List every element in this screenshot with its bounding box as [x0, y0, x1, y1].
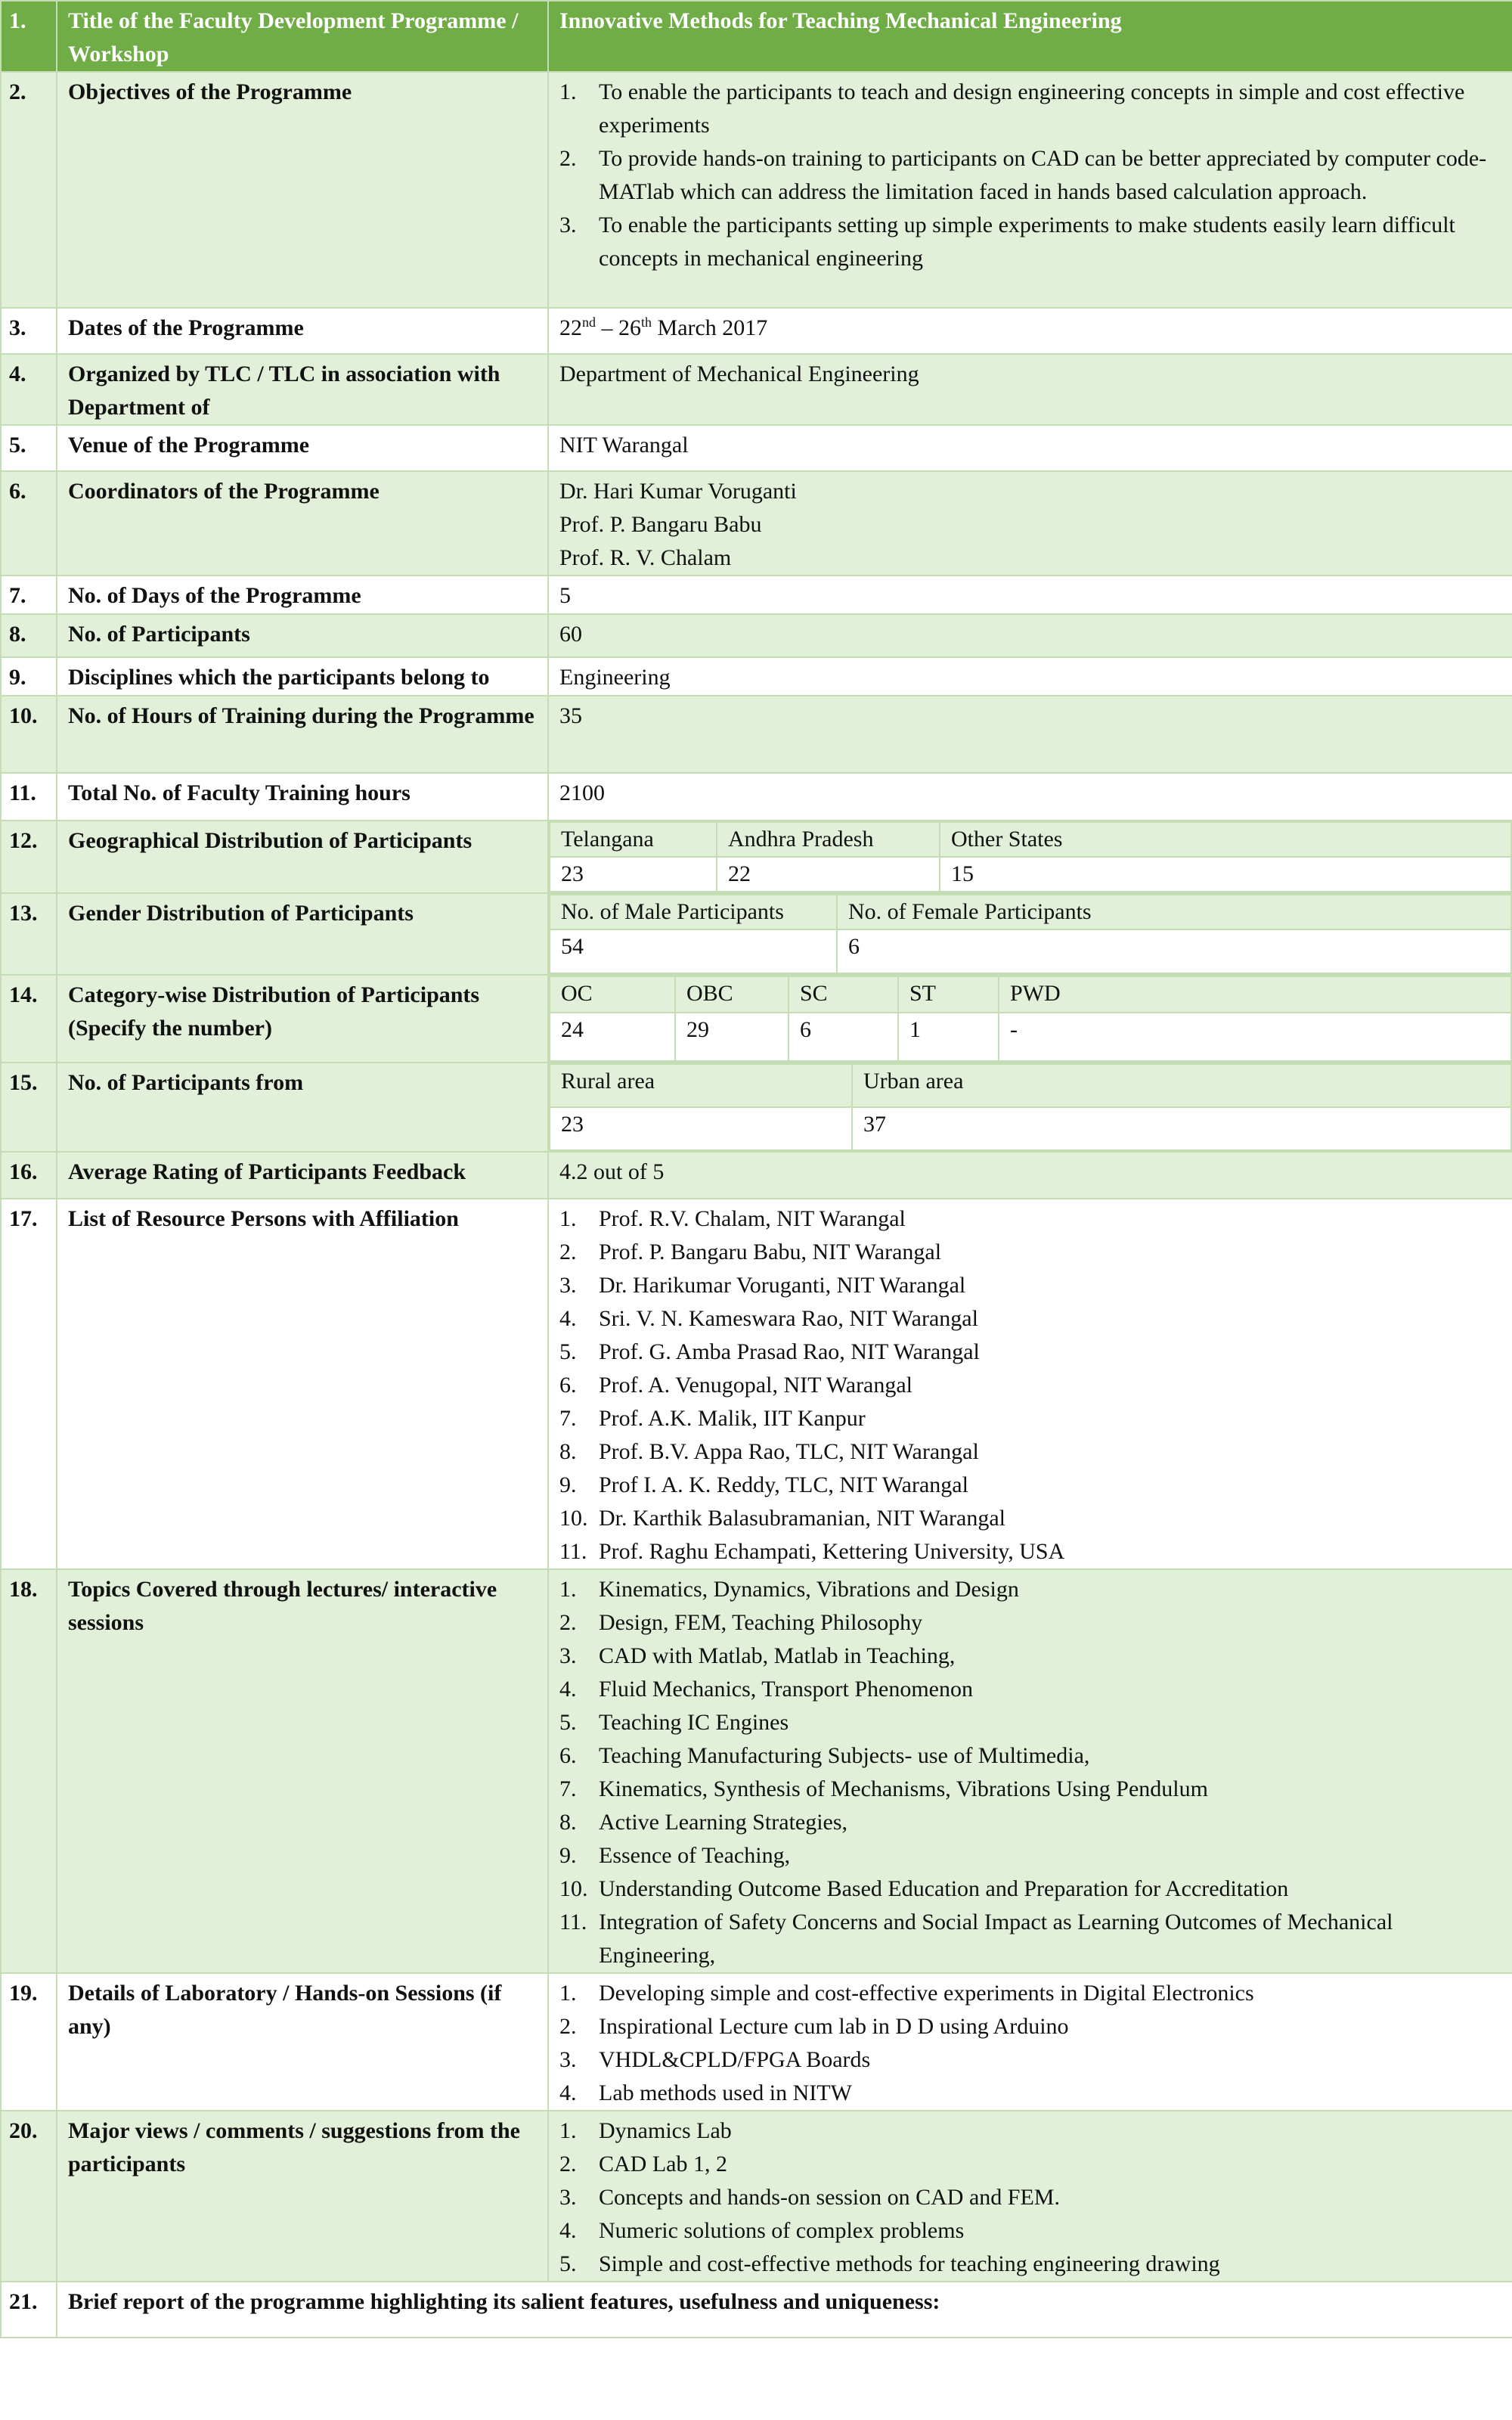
row-label: No. of Hours of Training during the Programme — [57, 696, 548, 773]
row-disciplines — [1, 657, 1512, 696]
list-text: Numeric solutions of complex problems — [599, 2218, 965, 2243]
list-number: 1. — [559, 1981, 577, 2006]
lab-sessions-list — [559, 1977, 1503, 2110]
start-day: 22 — [559, 315, 582, 340]
total-hours-value: 2100 — [548, 773, 1512, 821]
row-number: 10. — [1, 696, 57, 773]
row-label: Category-wise Distribution of Participants (Specify the number) — [57, 975, 548, 1063]
row-number: 20. — [1, 2111, 57, 2282]
row-title — [1, 1, 1512, 72]
list-text: Dynamics Lab — [599, 2118, 732, 2143]
list-item — [559, 1606, 1503, 1640]
row-objectives — [1, 72, 1512, 308]
list-number: 3. — [559, 2047, 577, 2072]
coordinator: Prof. R. V. Chalam — [559, 545, 732, 570]
sub-value: 37 — [852, 1107, 1511, 1150]
row-label: Average Rating of Participants Feedback — [57, 1152, 548, 1199]
list-text: Prof. B.V. Appa Rao, TLC, NIT Warangal — [599, 1439, 979, 1464]
row-label: List of Resource Persons with Affiliation — [57, 1199, 548, 1569]
list-text: Lab methods used in NITW — [599, 2080, 852, 2105]
list-text: Teaching Manufacturing Subjects- use of Multimedia, — [599, 1743, 1090, 1768]
list-item — [559, 1977, 1503, 2010]
programme-dates — [548, 308, 1512, 354]
list-text: Dr. Harikumar Voruganti, NIT Warangal — [599, 1273, 966, 1298]
row-label: Coordinators of the Programme — [57, 471, 548, 576]
row-dates — [1, 308, 1512, 354]
row-number: 8. — [1, 614, 57, 657]
list-number: 9. — [559, 1472, 577, 1497]
row-number: 9. — [1, 657, 57, 696]
row-hours — [1, 696, 1512, 773]
row-number: 3. — [1, 308, 57, 354]
row-label: Title of the Faculty Development Programme / Workshop — [57, 1, 548, 72]
row-label: No. of Participants from — [57, 1063, 548, 1152]
list-item — [559, 1739, 1503, 1773]
list-number: 2. — [559, 1610, 577, 1635]
list-number: 2. — [559, 2152, 577, 2176]
sub-header: Andhra Pradesh — [717, 822, 940, 857]
row-organizer — [1, 354, 1512, 425]
list-item — [559, 142, 1503, 209]
geographical-table — [549, 821, 1512, 892]
list-item — [559, 2043, 1503, 2077]
sub-header: Telangana — [550, 822, 717, 857]
list-text: Active Learning Strategies, — [599, 1810, 848, 1835]
programme-title: Innovative Methods for Teaching Mechanical Engineering — [548, 1, 1512, 72]
list-item — [559, 1402, 1503, 1435]
list-number: 5. — [559, 1710, 577, 1735]
row-label: Details of Laboratory / Hands-on Sessions (if any) — [57, 1973, 548, 2111]
sub-value: 15 — [940, 857, 1511, 892]
row-label: Organized by TLC / TLC in association with Department of — [57, 354, 548, 425]
list-number: 3. — [559, 1643, 577, 1668]
month-year: March 2017 — [652, 315, 768, 340]
list-item — [559, 209, 1503, 275]
list-text: Prof. A. Venugopal, NIT Warangal — [599, 1373, 913, 1398]
organizer-value: Department of Mechanical Engineering — [548, 354, 1512, 425]
list-text: CAD with Matlab, Matlab in Teaching, — [599, 1643, 956, 1668]
list-number: 1. — [559, 79, 577, 104]
list-text: Kinematics, Dynamics, Vibrations and Design — [599, 1577, 1019, 1602]
participant-views-list — [559, 2114, 1503, 2281]
sub-value: 29 — [675, 1013, 789, 1061]
list-text: Prof. Raghu Echampati, Kettering University, USA — [599, 1539, 1065, 1564]
row-participant-views — [1, 2111, 1512, 2282]
resource-persons-list — [559, 1202, 1503, 1568]
list-number: 5. — [559, 2251, 577, 2276]
row-label: Venue of the Programme — [57, 425, 548, 471]
list-text: Prof I. A. K. Reddy, TLC, NIT Warangal — [599, 1472, 968, 1497]
list-text: Integration of Safety Concerns and Social Impact as Learning Outcomes of Mechanical Engineering, — [599, 1910, 1393, 1968]
row-number: 14. — [1, 975, 57, 1063]
sub-header: No. of Male Participants — [550, 895, 837, 929]
list-text: To enable the participants setting up simple experiments to make students easily learn difficult concepts in mechanical engineering — [599, 213, 1455, 271]
list-item — [559, 76, 1503, 142]
sub-value: - — [999, 1013, 1511, 1061]
list-text: To enable the participants to teach and design engineering concepts in simple and cost effective experiments — [599, 79, 1465, 138]
list-number: 2. — [559, 2014, 577, 2039]
row-number: 15. — [1, 1063, 57, 1152]
row-label: Disciplines which the participants belong to — [57, 657, 548, 696]
row-lab-sessions — [1, 1973, 1512, 2111]
list-text: VHDL&CPLD/FPGA Boards — [599, 2047, 871, 2072]
list-text: CAD Lab 1, 2 — [599, 2152, 727, 2176]
list-number: 1. — [559, 1577, 577, 1602]
category-table — [549, 976, 1512, 1062]
list-item — [559, 1706, 1503, 1739]
area-table — [549, 1063, 1512, 1151]
list-number: 4. — [559, 1306, 577, 1331]
list-number: 7. — [559, 1776, 577, 1801]
sub-header: SC — [789, 976, 898, 1013]
venue-value: NIT Warangal — [548, 425, 1512, 471]
row-area — [1, 1063, 1512, 1152]
sub-value: 6 — [789, 1013, 898, 1061]
objectives-list — [559, 76, 1503, 275]
row-number: 5. — [1, 425, 57, 471]
row-category — [1, 975, 1512, 1063]
sub-header: Other States — [940, 822, 1511, 857]
row-number: 12. — [1, 821, 57, 893]
list-text: Prof. A.K. Malik, IIT Kanpur — [599, 1406, 866, 1431]
sub-value: 23 — [550, 1107, 852, 1150]
row-resource-persons — [1, 1199, 1512, 1569]
list-text: Understanding Outcome Based Education and Preparation for Accreditation — [599, 1876, 1289, 1901]
sub-value: 22 — [717, 857, 940, 892]
list-text: Essence of Teaching, — [599, 1843, 791, 1868]
coordinator: Dr. Hari Kumar Voruganti — [559, 479, 797, 504]
list-item — [559, 2214, 1503, 2248]
list-item — [559, 1369, 1503, 1402]
list-number: 2. — [559, 146, 577, 171]
sub-header: ST — [898, 976, 999, 1013]
row-coordinators — [1, 471, 1512, 576]
hours-value: 35 — [548, 696, 1512, 773]
list-item — [559, 1469, 1503, 1502]
list-number: 3. — [559, 2185, 577, 2210]
list-text: Teaching IC Engines — [599, 1710, 789, 1735]
row-number: 6. — [1, 471, 57, 576]
list-number: 7. — [559, 1406, 577, 1431]
list-number: 2. — [559, 1239, 577, 1264]
list-text: Prof. G. Amba Prasad Rao, NIT Warangal — [599, 1339, 980, 1364]
list-item — [559, 1640, 1503, 1673]
row-geographical — [1, 821, 1512, 893]
list-text: Developing simple and cost-effective experiments in Digital Electronics — [599, 1981, 1254, 2006]
row-number: 2. — [1, 72, 57, 308]
row-number: 7. — [1, 576, 57, 614]
list-text: Simple and cost-effective methods for teaching engineering drawing — [599, 2251, 1220, 2276]
date-dash: – — [596, 315, 618, 340]
row-rating — [1, 1152, 1512, 1199]
list-item — [559, 1302, 1503, 1336]
list-item — [559, 1806, 1503, 1839]
row-number: 21. — [1, 2282, 57, 2338]
row-venue — [1, 425, 1512, 471]
list-number: 11. — [559, 1910, 587, 1934]
row-number: 4. — [1, 354, 57, 425]
list-number: 8. — [559, 1439, 577, 1464]
list-item — [559, 1535, 1503, 1568]
list-item — [559, 1502, 1503, 1535]
row-label: Gender Distribution of Participants — [57, 893, 548, 975]
list-number: 11. — [559, 1539, 587, 1564]
list-item — [559, 2181, 1503, 2214]
list-number: 5. — [559, 1339, 577, 1364]
sub-value: 1 — [898, 1013, 999, 1061]
participants-value: 60 — [548, 614, 1512, 657]
list-item — [559, 1269, 1503, 1302]
row-number: 11. — [1, 773, 57, 821]
end-suffix: th — [641, 315, 652, 330]
sub-header: OC — [550, 976, 675, 1013]
list-text: Fluid Mechanics, Transport Phenomenon — [599, 1677, 973, 1702]
list-number: 1. — [559, 1206, 577, 1231]
sub-header: Rural area — [550, 1064, 852, 1107]
days-value: 5 — [548, 576, 1512, 614]
list-number: 9. — [559, 1843, 577, 1868]
sub-header: OBC — [675, 976, 789, 1013]
coordinator: Prof. P. Bangaru Babu — [559, 512, 762, 537]
list-item — [559, 1673, 1503, 1706]
list-text: Design, FEM, Teaching Philosophy — [599, 1610, 923, 1635]
row-number: 1. — [1, 1, 57, 72]
sub-value: 54 — [550, 929, 837, 973]
row-number: 13. — [1, 893, 57, 975]
list-number: 6. — [559, 1743, 577, 1768]
list-number: 4. — [559, 2218, 577, 2243]
topics-list — [559, 1573, 1503, 1972]
sub-value: 23 — [550, 857, 717, 892]
row-number: 19. — [1, 1973, 57, 2111]
row-label: Major views / comments / suggestions from the participants — [57, 2111, 548, 2282]
row-label: Dates of the Programme — [57, 308, 548, 354]
row-participants — [1, 614, 1512, 657]
list-number: 10. — [559, 1506, 588, 1531]
list-text: Kinematics, Synthesis of Mechanisms, Vibrations Using Pendulum — [599, 1776, 1208, 1801]
list-text: Dr. Karthik Balasubramanian, NIT Warangal — [599, 1506, 1005, 1531]
row-label: Brief report of the programme highlighting its salient features, usefulness and uniqueness: — [57, 2282, 1512, 2338]
list-text: Prof. R.V. Chalam, NIT Warangal — [599, 1206, 906, 1231]
list-number: 10. — [559, 1876, 588, 1901]
list-number: 1. — [559, 2118, 577, 2143]
list-item — [559, 1573, 1503, 1606]
list-item — [559, 2148, 1503, 2181]
sub-header: No. of Female Participants — [837, 895, 1511, 929]
sub-value: 6 — [837, 929, 1511, 973]
list-text: Inspirational Lecture cum lab in D D using Arduino — [599, 2014, 1069, 2039]
row-label: Total No. of Faculty Training hours — [57, 773, 548, 821]
list-text: Prof. P. Bangaru Babu, NIT Warangal — [599, 1239, 942, 1264]
disciplines-value: Engineering — [548, 657, 1512, 696]
list-number: 8. — [559, 1810, 577, 1835]
list-item — [559, 1236, 1503, 1269]
list-item — [559, 1839, 1503, 1872]
list-number: 3. — [559, 213, 577, 237]
row-topics — [1, 1569, 1512, 1973]
list-item — [559, 2010, 1503, 2043]
row-gender — [1, 893, 1512, 975]
list-item — [559, 1202, 1503, 1236]
coordinators-value — [548, 471, 1512, 576]
list-text: Concepts and hands-on session on CAD and FEM. — [599, 2185, 1060, 2210]
list-item — [559, 1906, 1503, 1972]
list-number: 4. — [559, 1677, 577, 1702]
list-number: 4. — [559, 2080, 577, 2105]
list-item — [559, 1435, 1503, 1469]
list-item — [559, 1336, 1503, 1369]
list-text: To provide hands-on training to participants on CAD can be better appreciated by computer code- MATlab which can address the limitation faced in hands based calculation approach. — [599, 146, 1487, 204]
rating-value: 4.2 out of 5 — [548, 1152, 1512, 1199]
list-text: Sri. V. N. Kameswara Rao, NIT Warangal — [599, 1306, 978, 1331]
row-brief-report — [1, 2282, 1512, 2338]
gender-table — [549, 894, 1512, 974]
row-label: Geographical Distribution of Participants — [57, 821, 548, 893]
row-number: 18. — [1, 1569, 57, 1973]
row-label: Objectives of the Programme — [57, 72, 548, 308]
sub-value: 24 — [550, 1013, 675, 1061]
row-label: No. of Days of the Programme — [57, 576, 548, 614]
row-number: 16. — [1, 1152, 57, 1199]
end-day: 26 — [618, 315, 641, 340]
sub-header: PWD — [999, 976, 1511, 1013]
row-label: No. of Participants — [57, 614, 548, 657]
list-item — [559, 1872, 1503, 1906]
list-number: 3. — [559, 1273, 577, 1298]
row-label: Topics Covered through lectures/ interactive sessions — [57, 1569, 548, 1973]
row-number: 17. — [1, 1199, 57, 1569]
list-item — [559, 1773, 1503, 1806]
sub-header: Urban area — [852, 1064, 1511, 1107]
list-item — [559, 2114, 1503, 2148]
row-total-hours — [1, 773, 1512, 821]
start-suffix: nd — [582, 315, 596, 330]
row-days — [1, 576, 1512, 614]
list-number: 6. — [559, 1373, 577, 1398]
list-item — [559, 2248, 1503, 2281]
list-item — [559, 2077, 1503, 2110]
